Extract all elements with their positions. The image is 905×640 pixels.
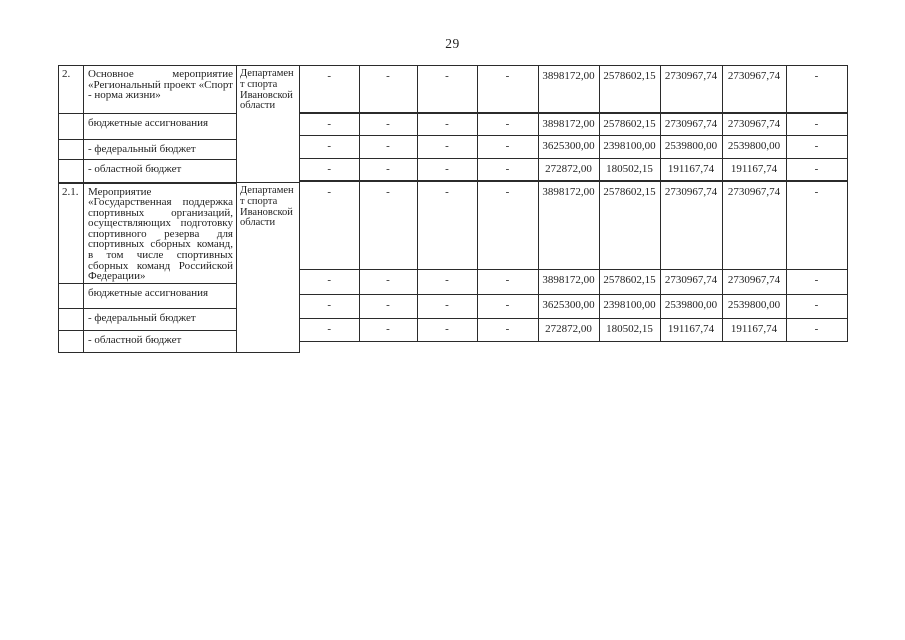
value-cell: 2398100,00	[599, 295, 660, 319]
value-cell: 2578602,15	[599, 270, 660, 295]
value-cell: -	[417, 295, 477, 319]
value-cell: -	[417, 319, 477, 342]
row-number-cell	[59, 160, 84, 183]
value-cell: 2730967,74	[722, 113, 786, 136]
row-number-cell	[59, 283, 84, 308]
value-cell: 180502,15	[599, 159, 660, 181]
budget-line-label-cell: - федеральный бюджет	[84, 140, 237, 160]
table-row	[300, 270, 847, 295]
budget-table-left-block	[58, 65, 300, 353]
executor-cell: Департамент спорта Ивановской области	[237, 66, 300, 183]
table-row	[300, 113, 847, 136]
measure-name-cell: Мероприятие «Государственная поддержка спортивных организаций, осуществляющих подготовку спортивного резерва для спортивных сборных команд, в том числе спортивных сборных команд Российской Федерации»	[84, 183, 237, 284]
value-cell: -	[786, 136, 847, 159]
value-cell: -	[300, 295, 359, 319]
row-number-cell	[59, 308, 84, 330]
value-cell: -	[477, 113, 538, 136]
value-cell: -	[477, 319, 538, 342]
value-cell: 3898172,00	[538, 270, 599, 295]
table-row	[300, 66, 847, 113]
value-cell: 191167,74	[722, 319, 786, 342]
value-cell: -	[359, 270, 417, 295]
budget-line-label-cell: - федеральный бюджет	[84, 308, 237, 330]
value-cell: -	[417, 66, 477, 113]
value-cell: -	[300, 319, 359, 342]
row-number-cell	[59, 140, 84, 160]
table-row	[300, 295, 847, 319]
table-row	[59, 183, 300, 284]
value-cell: -	[300, 113, 359, 136]
value-cell: 2730967,74	[660, 270, 722, 295]
value-cell: -	[417, 159, 477, 181]
value-cell: -	[786, 319, 847, 342]
value-cell: -	[477, 295, 538, 319]
value-cell: 2539800,00	[722, 295, 786, 319]
value-cell: 191167,74	[660, 319, 722, 342]
value-cell: 2730967,74	[722, 181, 786, 270]
value-cell: 2539800,00	[660, 136, 722, 159]
row-number-cell	[59, 114, 84, 140]
value-cell: 3625300,00	[538, 136, 599, 159]
value-cell: 2730967,74	[722, 66, 786, 113]
budget-line-label-cell: бюджетные ассигнования	[84, 114, 237, 140]
value-cell: -	[786, 270, 847, 295]
value-cell: -	[786, 181, 847, 270]
value-cell: -	[417, 181, 477, 270]
value-cell: -	[786, 295, 847, 319]
value-cell: -	[359, 181, 417, 270]
value-cell: -	[477, 66, 538, 113]
value-cell: -	[786, 113, 847, 136]
value-cell: -	[786, 159, 847, 181]
value-cell: 2730967,74	[660, 181, 722, 270]
value-cell: -	[359, 66, 417, 113]
value-cell: 2730967,74	[660, 113, 722, 136]
value-cell: 3898172,00	[538, 181, 599, 270]
value-cell: 2578602,15	[599, 181, 660, 270]
executor-cell: Департамент спорта Ивановской области	[237, 183, 300, 353]
value-cell: -	[300, 159, 359, 181]
value-cell: -	[477, 136, 538, 159]
value-cell: 2539800,00	[660, 295, 722, 319]
value-cell: 2730967,74	[660, 66, 722, 113]
value-cell: 272872,00	[538, 319, 599, 342]
table-row	[59, 66, 300, 114]
table-row	[300, 319, 847, 342]
value-cell: -	[359, 159, 417, 181]
value-cell: -	[417, 136, 477, 159]
value-cell: 2578602,15	[599, 66, 660, 113]
value-cell: 2730967,74	[722, 270, 786, 295]
value-cell: -	[300, 181, 359, 270]
value-cell: 272872,00	[538, 159, 599, 181]
value-cell: 2539800,00	[722, 136, 786, 159]
page-number: 29	[445, 36, 460, 51]
value-cell: -	[417, 113, 477, 136]
value-cell: -	[477, 181, 538, 270]
value-cell: -	[786, 66, 847, 113]
value-cell: -	[300, 270, 359, 295]
measure-name-cell: Основное мероприятие «Региональный проект «Спорт - норма жизни»	[84, 66, 237, 114]
value-cell: -	[359, 295, 417, 319]
table-row	[300, 181, 847, 270]
table-row	[300, 136, 847, 159]
value-cell: 3625300,00	[538, 295, 599, 319]
row-number-cell: 2.1.	[59, 183, 84, 284]
value-cell: 191167,74	[722, 159, 786, 181]
budget-line-label-cell: - областной бюджет	[84, 160, 237, 183]
value-cell: -	[359, 113, 417, 136]
value-cell: 3898172,00	[538, 66, 599, 113]
value-cell: 191167,74	[660, 159, 722, 181]
row-number-cell	[59, 330, 84, 352]
value-cell: -	[477, 270, 538, 295]
value-cell: -	[300, 66, 359, 113]
value-cell: 3898172,00	[538, 113, 599, 136]
budget-table-values-block	[300, 65, 848, 342]
budget-table	[58, 65, 848, 353]
budget-line-label-cell: бюджетные ассигнования	[84, 283, 237, 308]
value-cell: -	[477, 159, 538, 181]
budget-line-label-cell: - областной бюджет	[84, 330, 237, 352]
table-row	[300, 159, 847, 181]
row-number-cell: 2.	[59, 66, 84, 114]
value-cell: -	[359, 319, 417, 342]
value-cell: -	[359, 136, 417, 159]
value-cell: 2578602,15	[599, 113, 660, 136]
value-cell: 2398100,00	[599, 136, 660, 159]
value-cell: -	[417, 270, 477, 295]
value-cell: 180502,15	[599, 319, 660, 342]
value-cell: -	[300, 136, 359, 159]
